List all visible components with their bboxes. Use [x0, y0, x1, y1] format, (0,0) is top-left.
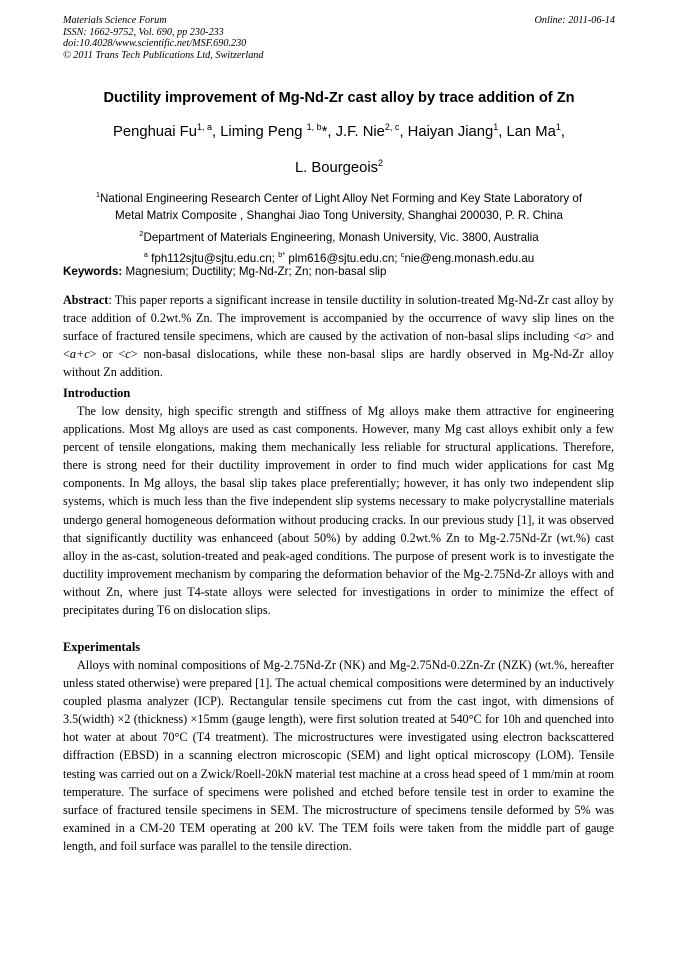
- author-list-line-1: Penghuai Fu$^{1, a}$, Liming Peng $^{1, b}$*, J.F. Nie$^{2, c}$, Haiyan Jiang$^1$, Lan Ma$^1$,: [113, 122, 565, 140]
- author-superscript: 2: [378, 158, 384, 168]
- affiliation-superscript: 1: [95, 190, 101, 199]
- author-name: J.F. Nie: [335, 123, 385, 140]
- author-name: Haiyan Jiang: [407, 123, 494, 140]
- corresponding-author-mark: *: [321, 123, 328, 140]
- copyright-line: © 2011 Trans Tech Publications Ltd, Switzerland: [63, 49, 264, 61]
- paper-title: Ductility improvement of Mg-Nd-Zr cast alloy by trace addition of Zn: [103, 90, 575, 106]
- experimentals-paragraph: Alloys with nominal compositions of Mg-2.75Nd-Zr (NK) and Mg-2.75Nd-0.2Zn-Zr (NZK) (wt.%, hereafter unless stated otherwise) were prepared [1]. The actual chemical compositions were determined by an inductively coupled plasma analyzer (ICP). Rectangular tensile specimens cut from the cast ingot, with dimensions of 3.5(width) ×2 (thickness) ×15mm (gauge length), were first solution treated at 540°C for 10h and quenched into hot water at about 70°C (T4 treatment). The microstructures were investigated using electron backscattered diffraction (EBSD) in a scanning electron microscopic (SEM) and light optical microscopy (LOM). Tensile testing was carried out on a Zwick/Roell-20kN material test machine at a cross head speed of 1 mm/min at room temperature. The surface of specimens were polished and etched before tensile test in order to examine the surface of fractured tensile specimens in SEM. The microstructure of specimens tensile deformed by 5% was examined in a CM-20 TEM operating at 200 kV. The TEM foils were taken from the middle part of gauge length, and foil surface was parallel to the tensile direction.: [63, 658, 614, 853]
- affiliations: [40, 186, 638, 268]
- affiliation-1: [40, 186, 638, 207]
- journal-header: [63, 15, 615, 61]
- affiliation-1-cont: Metal Matrix Composite , Shanghai Jiao Tong University, Shanghai 200030, P. R. China: [115, 209, 563, 223]
- author-superscript: 1: [493, 122, 499, 132]
- journal-name: Materials Science Forum: [63, 15, 167, 26]
- abstract-text: > and <: [63, 329, 614, 362]
- email-superscript: c: [400, 250, 405, 260]
- email-superscript: a: [143, 250, 148, 260]
- abstract: [63, 291, 614, 381]
- author-list-line-2: [40, 158, 638, 176]
- section-heading-experimentals: Experimentals: [63, 640, 141, 654]
- abstract-notation: a+c: [69, 347, 90, 362]
- author-superscript: 1: [555, 122, 561, 132]
- abstract-notation: c: [125, 347, 131, 362]
- author-name: L. Bourgeois: [294, 159, 379, 176]
- author-name: Liming Peng: [220, 123, 307, 140]
- abstract-text: : This paper reports a significant increase in tensile ductility in solution-treated Mg-Nd-Zr cast alloy by trace addition of 0.2wt.% Zn. The improvement is accompanied by the occurrence of wavy slip lines on the surface of fractured tensile specimens, which are caused by the activation of non-basal slips including <: [63, 293, 614, 344]
- introduction-paragraph: The low density, high specific strength and stiffness of Mg alloys make them attractive for engineering applications. Most Mg alloys are used as cast components. However, many Mg cast alloys exhibit only a few percent of tensile elongations, making them mechanically less reliable for structural applications. Therefore, there is strong need for their ductility improvement in order to find much wider applications for cast Mg components. In Mg alloys, the basal slip takes place preferentially; however, it has only two independent slip systems, which is much less than the five independent slip systems necessary to make polycrystalline materials undergo general homogeneous deformation without producing cracks. In our previous study [1], it was observed that significantly ductility was enhanceed (about 50%) by adding 0.2wt.% Zn to Mg-2.75Nd-Zr (wt.%) cast alloy in the as-cast, solution-treated and peak-aged conditions. The purpose of present work is to investigate the ductility improvement mechanism by comparing the deformation behavior of the Mg-2.75Nd-Zr alloys with and without Zn, where just T4-state alloys were selected for investigations in order to minimize the effect of precipitates during T6 on dislocation slips.: [63, 404, 614, 618]
- author-superscript: 2, c: [384, 122, 400, 132]
- author-name: Penghuai Fu: [113, 123, 197, 140]
- section-heading-introduction: Introduction: [63, 386, 131, 400]
- affiliation-2: [40, 225, 638, 246]
- affiliation-superscript: 2: [139, 228, 144, 238]
- author-name: Lan Ma: [506, 123, 556, 140]
- online-date: Online: 2011-06-14: [534, 15, 615, 26]
- author-superscript: 1, b: [306, 122, 322, 132]
- issn-line: ISSN: 1662-9752, Vol. 690, pp 230-233: [63, 26, 224, 38]
- keywords: [63, 265, 615, 278]
- email-address[interactable]: plm616@sjtu.edu.cn;: [285, 252, 401, 266]
- keywords-label: Keywords:: [63, 265, 123, 278]
- affiliation-text: Department of Materials Engineering, Monash University, Vic. 3800, Australia: [143, 230, 539, 244]
- email-superscript: b*: [278, 250, 286, 260]
- keywords-text: Magnesium; Ductility; Mg-Nd-Zr; Zn; non-basal slip: [122, 265, 387, 278]
- email-address[interactable]: fph112sjtu@sjtu.edu.cn;: [147, 252, 279, 266]
- email-address[interactable]: nie@eng.monash.edu.au: [404, 252, 535, 266]
- abstract-text: > or <: [89, 347, 126, 362]
- doi-line: doi:10.4028/www.scientific.net/MSF.690.230: [63, 38, 247, 49]
- abstract-label: Abstract: [63, 293, 109, 307]
- abstract-notation: a: [579, 329, 586, 344]
- abstract-text: > non-basal dislocations, while these non-basal slips are hardly observed in Mg-Nd-Zr alloy without Zn addition.: [63, 347, 614, 380]
- affiliation-text: National Engineering Research Center of Light Alloy Net Forming and Key State Laboratory of: [100, 191, 583, 205]
- author-superscript: 1, a: [196, 122, 212, 132]
